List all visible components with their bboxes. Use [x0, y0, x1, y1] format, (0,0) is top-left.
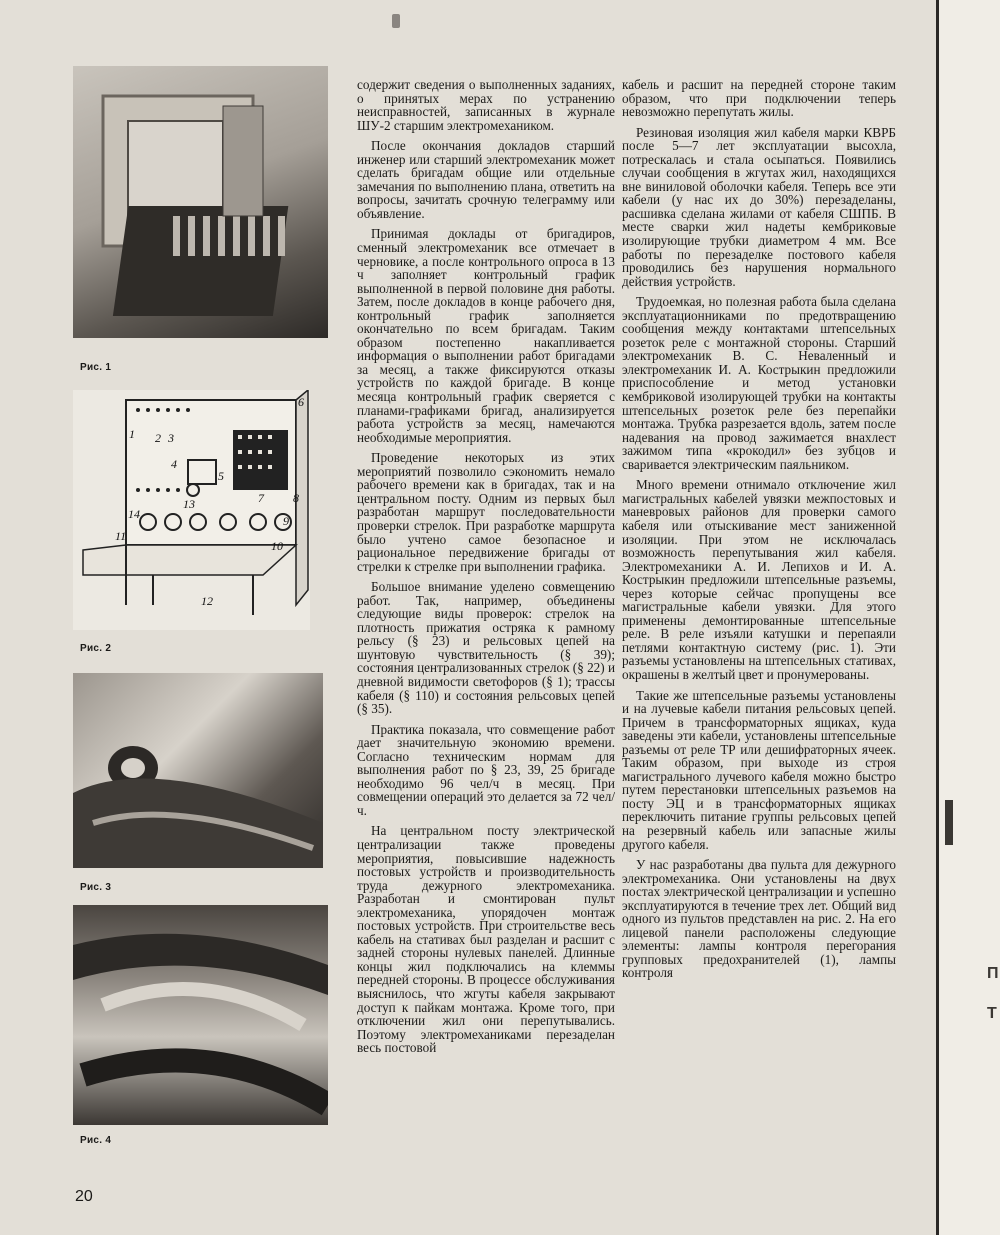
crocodile-clamp-illustration [73, 673, 323, 868]
paragraph: Много времени отнимало отключение жил магистральных кабелей увязки межпостовых и маневровых районов для проверки самого кабеля или отыскивание мест заниженной изоляции. При этом не исключалась возможность перепутывания жил кабеля. Электромеханики А. И. Лепихов и И. А. Кострыкин предложили штепсельные разъемы, через которые сейчас пропущены все магистральные кабели увязки. Для этого применены демонтированные штепсельные реле. В реле изъяли катушки и перепаяли петлями контактную систему (рис. 1). Эти разъемы установлены на штепсельных стативах, окрашены в желтый цвет и пронумерованы. [622, 477, 896, 682]
wire-sleeve-illustration [73, 905, 328, 1125]
fig2-label: 14 [128, 507, 140, 521]
fig2-label: 1 [129, 427, 135, 441]
page-mark [392, 14, 400, 28]
figure-4-caption: Рис. 4 [80, 1135, 112, 1146]
fig2-label: 13 [183, 497, 195, 511]
paragraph: На центральном посту электрической централизации также проведены мероприятия, повысившие надежность постовых устройств и производительность труда дежурного электромеханика. Разработан и смонтирован пульт электромеханика, упорядочен монтаж постовых устройств. При строительстве весь кабель на стативах был разделан и расшит с задней стороны нулевых панелей. Длинные концы жил подключались на клеммы передней стороны. В процессе обслуживания выяснилось, что жгуты кабеля закрывают доступ к пайкам монтажа. Кроме того, при отключении жил они перепутывались. Поэтому электромеханиками перезаделан весь постовой [357, 823, 615, 1056]
paragraph: Трудоемкая, но полезная работа была сделана эксплуатационниками по предотвращению сообщения между контактами штепсельных розеток реле с монтажной стороны. Старший электромеханик В. С. Неваленный и электромеханик И. А. Кострыкин предложили приспособление и метод установки кембриковой изолирующей трубки на контакты штепсельных розеток реле без перепайки монтажа. Трубка разрезается вдоль, затем после надевания на провод зажимается внахлест зажимом типа «крокодил» без зубцов и сваривается электрическим паяльником. [622, 294, 896, 472]
figure-3-caption: Рис. 3 [80, 882, 112, 893]
relay-connector-illustration [73, 66, 328, 338]
paragraph: Принимая доклады от бригадиров, сменный электромеханик все отмечает в черновике, а после контрольного опроса в 13 ч заполняет контрольный график выполненной в первой половине дня работы. Затем, после докладов в конце рабочего дня, контрольный график заполняется окончательно по всем бригадам. Таким образом постепенно накапливается информация о выполнении работ бригадами за месяц, а также фиксируются отказы устройств по каждой бригаде. В конце месяца контрольный график сверяется с планами-графиками бригад, анализируется работа устройств за месяц, намечаются необходимые мероприятия. [357, 226, 615, 445]
adjacent-page-letter: Т [987, 1005, 997, 1022]
adjacent-page-fragment [945, 815, 953, 845]
figure-1-photo [73, 66, 328, 338]
text-column-1 [357, 78, 615, 1057]
fig2-label: 11 [115, 529, 127, 543]
figure-4-photo [73, 905, 328, 1125]
paragraph: После окончания докладов старший инженер или старший электромеханик может сделать бригадам общие или отдельные замечания по выполнению плана, ответить на вопросы, зачитать срочную телеграмму или объявление. [357, 138, 615, 221]
paragraph: У нас разработаны два пульта для дежурного электромеханика. Они установлены на двух постах электрической централизации и успешно эксплуатируются в течение трех лет. Общий вид одного из пультов представлен на рис. 2. На его лицевой панели расположены следующие элементы: лампы контроля перегорания групповых предохранителей (1), лампы контроля [622, 857, 896, 981]
figure-2-caption: Рис. 2 [80, 643, 112, 654]
fig2-label: 7 [258, 491, 264, 505]
paragraph: кабель и расшит на передней стороне таким образом, что при подключении теперь невозможно перепутать жилы. [622, 77, 896, 120]
adjacent-page-edge [936, 0, 1000, 1235]
figure-1-caption: Рис. 1 [80, 362, 112, 373]
fig2-label: 10 [271, 539, 283, 553]
fig2-label: 6 [298, 395, 304, 409]
paragraph: Резиновая изоляция жил кабеля марки КВРБ после 5—7 лет эксплуатации высохла, потрескалась и стала осыпаться. Появились случаи сообщения в жгутах жил, находящихся вне виниловой оболочки кабеля. Теперь все эти кабели (у нас их до 30%) перезаделаны, расшивка сделана жилами от кабеля СШПБ. В месте сварки жил надеты кембриковые изолирующие трубки диаметром 4 мм. Все работы по перезаделке постового кабеля проводились без нарушения нормального действия устройств. [622, 124, 896, 289]
paragraph: Большое внимание уделено совмещению работ. Так, например, объединены следующие виды проверок: стрелок на плотность прижатия остряка к рамному рельсу (§ 23) и рельсовых цепей на шунтовую чувствительность (§ 39); состояния централизованных стрелок (§ 22) и дневной видимости светофоров (§ 1); трассы кабеля (§ 110) и состояния рельсовых цепей (§ 35). [357, 579, 616, 717]
console-drawing [73, 390, 310, 630]
fig2-label: 2 [155, 431, 161, 445]
figure-3-photo [73, 673, 323, 868]
text-column-2 [622, 78, 896, 982]
fig2-label: 4 [171, 457, 177, 471]
fig2-label: 5 [218, 469, 224, 483]
fig2-label: 8 [293, 491, 299, 505]
paragraph: Такие же штепсельные разъемы установлены и на лучевые кабели питания рельсовых цепей. Причем в трансформаторных ящиках, куда заведены эти кабели, установлены штепсельные разъемы от реле ТР или дешифраторных ячеек. Таким образом, при выходе из строя магистрального лучевого кабеля можно быстро путем перестановки штепсельных разъемов на посту ЭЦ и в трансформаторных ящиках переключить питание группы рельсовых цепей на резервный кабель или запасные жилы другого кабеля. [622, 687, 896, 852]
page-number: 20 [75, 1188, 93, 1205]
fig2-label: 3 [168, 431, 174, 445]
adjacent-page-letter: П [987, 965, 999, 982]
paragraph: Практика показала, что совмещение работ дает значительную экономию времени. Согласно техническим нормам для выполнения работ по § 23, 39, 25 бригаде необходимо 96 чел/ч в месяц. При совмещении операций это делается за 72 чел/ч. [357, 721, 615, 818]
paragraph: содержит сведения о выполненных заданиях, о принятых мерах по устранению неисправностей, записанных в журнале ШУ-2 старшим электромехаником. [357, 77, 615, 133]
fig2-label: 12 [201, 594, 213, 608]
paragraph: Проведение некоторых из этих мероприятий позволило сэкономить немало рабочего времени как в бригадах, так и на центральном посту. Одним из первых был разработан маршрут последовательности проверки стрелок. При разработке маршрута было учтено самое безопасное и рациональное передвижение бригады от стрелки к стрелке при выполнении графика. [357, 450, 615, 574]
fig2-label: 9 [283, 514, 289, 528]
figure-2-drawing [73, 390, 310, 630]
